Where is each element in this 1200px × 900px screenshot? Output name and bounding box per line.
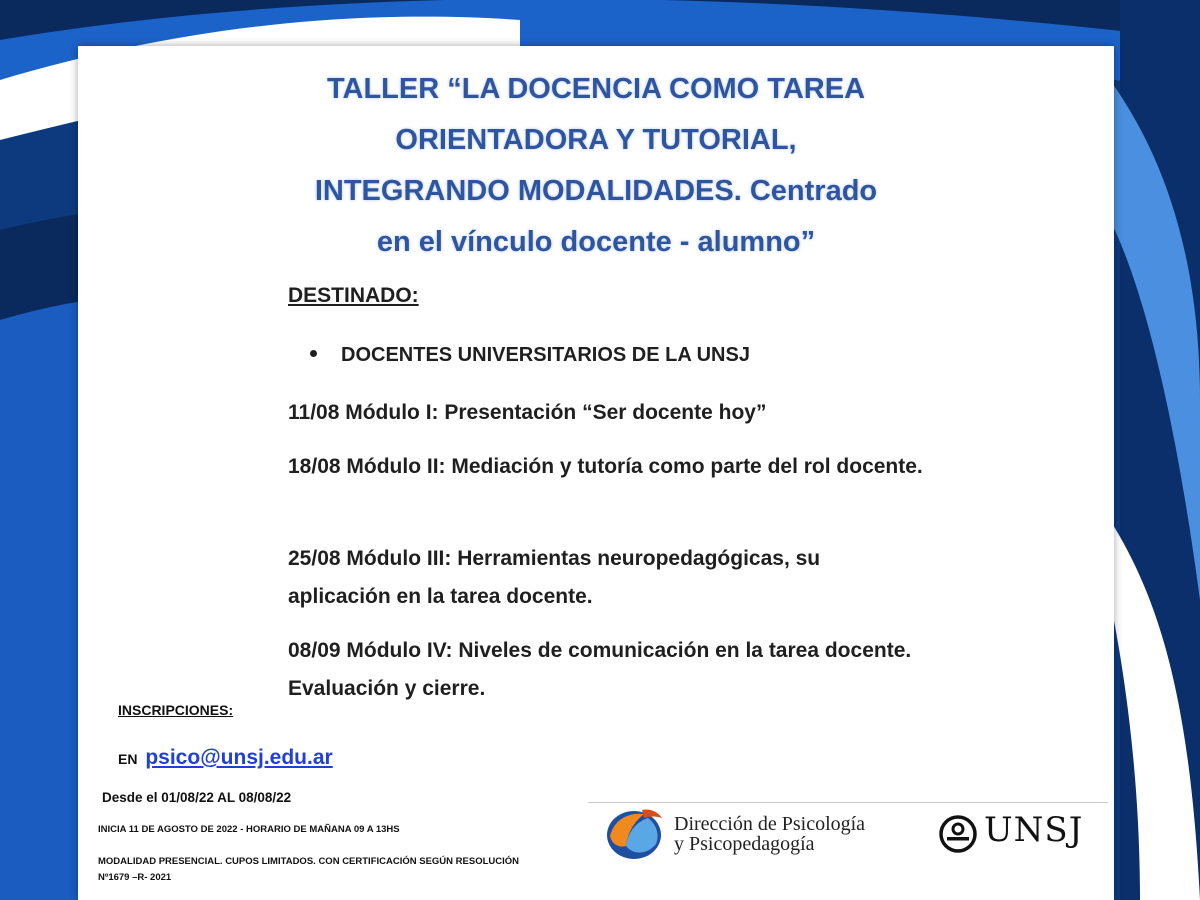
destinado-heading: DESTINADO: (288, 284, 419, 307)
modality-info: MODALIDAD PRESENCIAL. CUPOS LIMITADOS. CON CERTIFICACIÓN SEGÚN RESOLUCIÓN Nº1679 –R- 2021 (98, 856, 520, 883)
workshop-title (78, 64, 1114, 268)
en-label: EN (118, 751, 138, 767)
direccion-name (674, 814, 865, 854)
module-item: 25/08 Módulo III: Herramientas neuropedagógicas, su aplicación en la tarea docente. (288, 547, 821, 608)
email-link[interactable]: psico@unsj.edu.ar (145, 746, 333, 769)
module-item: 11/08 Módulo I: Presentación “Ser docente hoy” (288, 401, 767, 424)
footer-divider (588, 802, 1108, 803)
audience-text: DOCENTES UNIVERSITARIOS DE LA UNSJ (341, 344, 750, 366)
university-name: UNSJ (984, 810, 1084, 850)
audience-item (310, 344, 750, 367)
flyer-card (78, 46, 1114, 900)
module-item: 08/09 Módulo IV: Niveles de comunicación en la tarea docente. Evaluación y cierre. (288, 639, 912, 700)
inscripciones-heading: INSCRIPCIONES: (118, 702, 234, 718)
direccion-line: y Psicopedagogía (674, 833, 815, 855)
bullet-icon (310, 350, 317, 357)
title-line: INTEGRANDO MODALIDADES. Centrado (314, 175, 878, 207)
title-line: ORIENTADORA Y TUTORIAL, (395, 124, 797, 156)
title-line: en el vínculo docente - alumno” (376, 226, 816, 258)
direccion-logo-icon (604, 806, 666, 862)
direccion-line: Dirección de Psicología (674, 813, 866, 835)
registration-dates: Desde el 01/08/22 AL 08/08/22 (102, 790, 292, 805)
unsj-logo-icon (936, 814, 980, 854)
title-line: TALLER “LA DOCENCIA COMO TAREA (326, 73, 866, 105)
start-info: INICIA 11 DE AGOSTO DE 2022 - HORARIO DE MAÑANA 09 A 13HS (98, 824, 400, 835)
email-line (118, 746, 333, 770)
module-item: 18/08 Módulo II: Mediación y tutoría como parte del rol docente. (288, 455, 923, 478)
